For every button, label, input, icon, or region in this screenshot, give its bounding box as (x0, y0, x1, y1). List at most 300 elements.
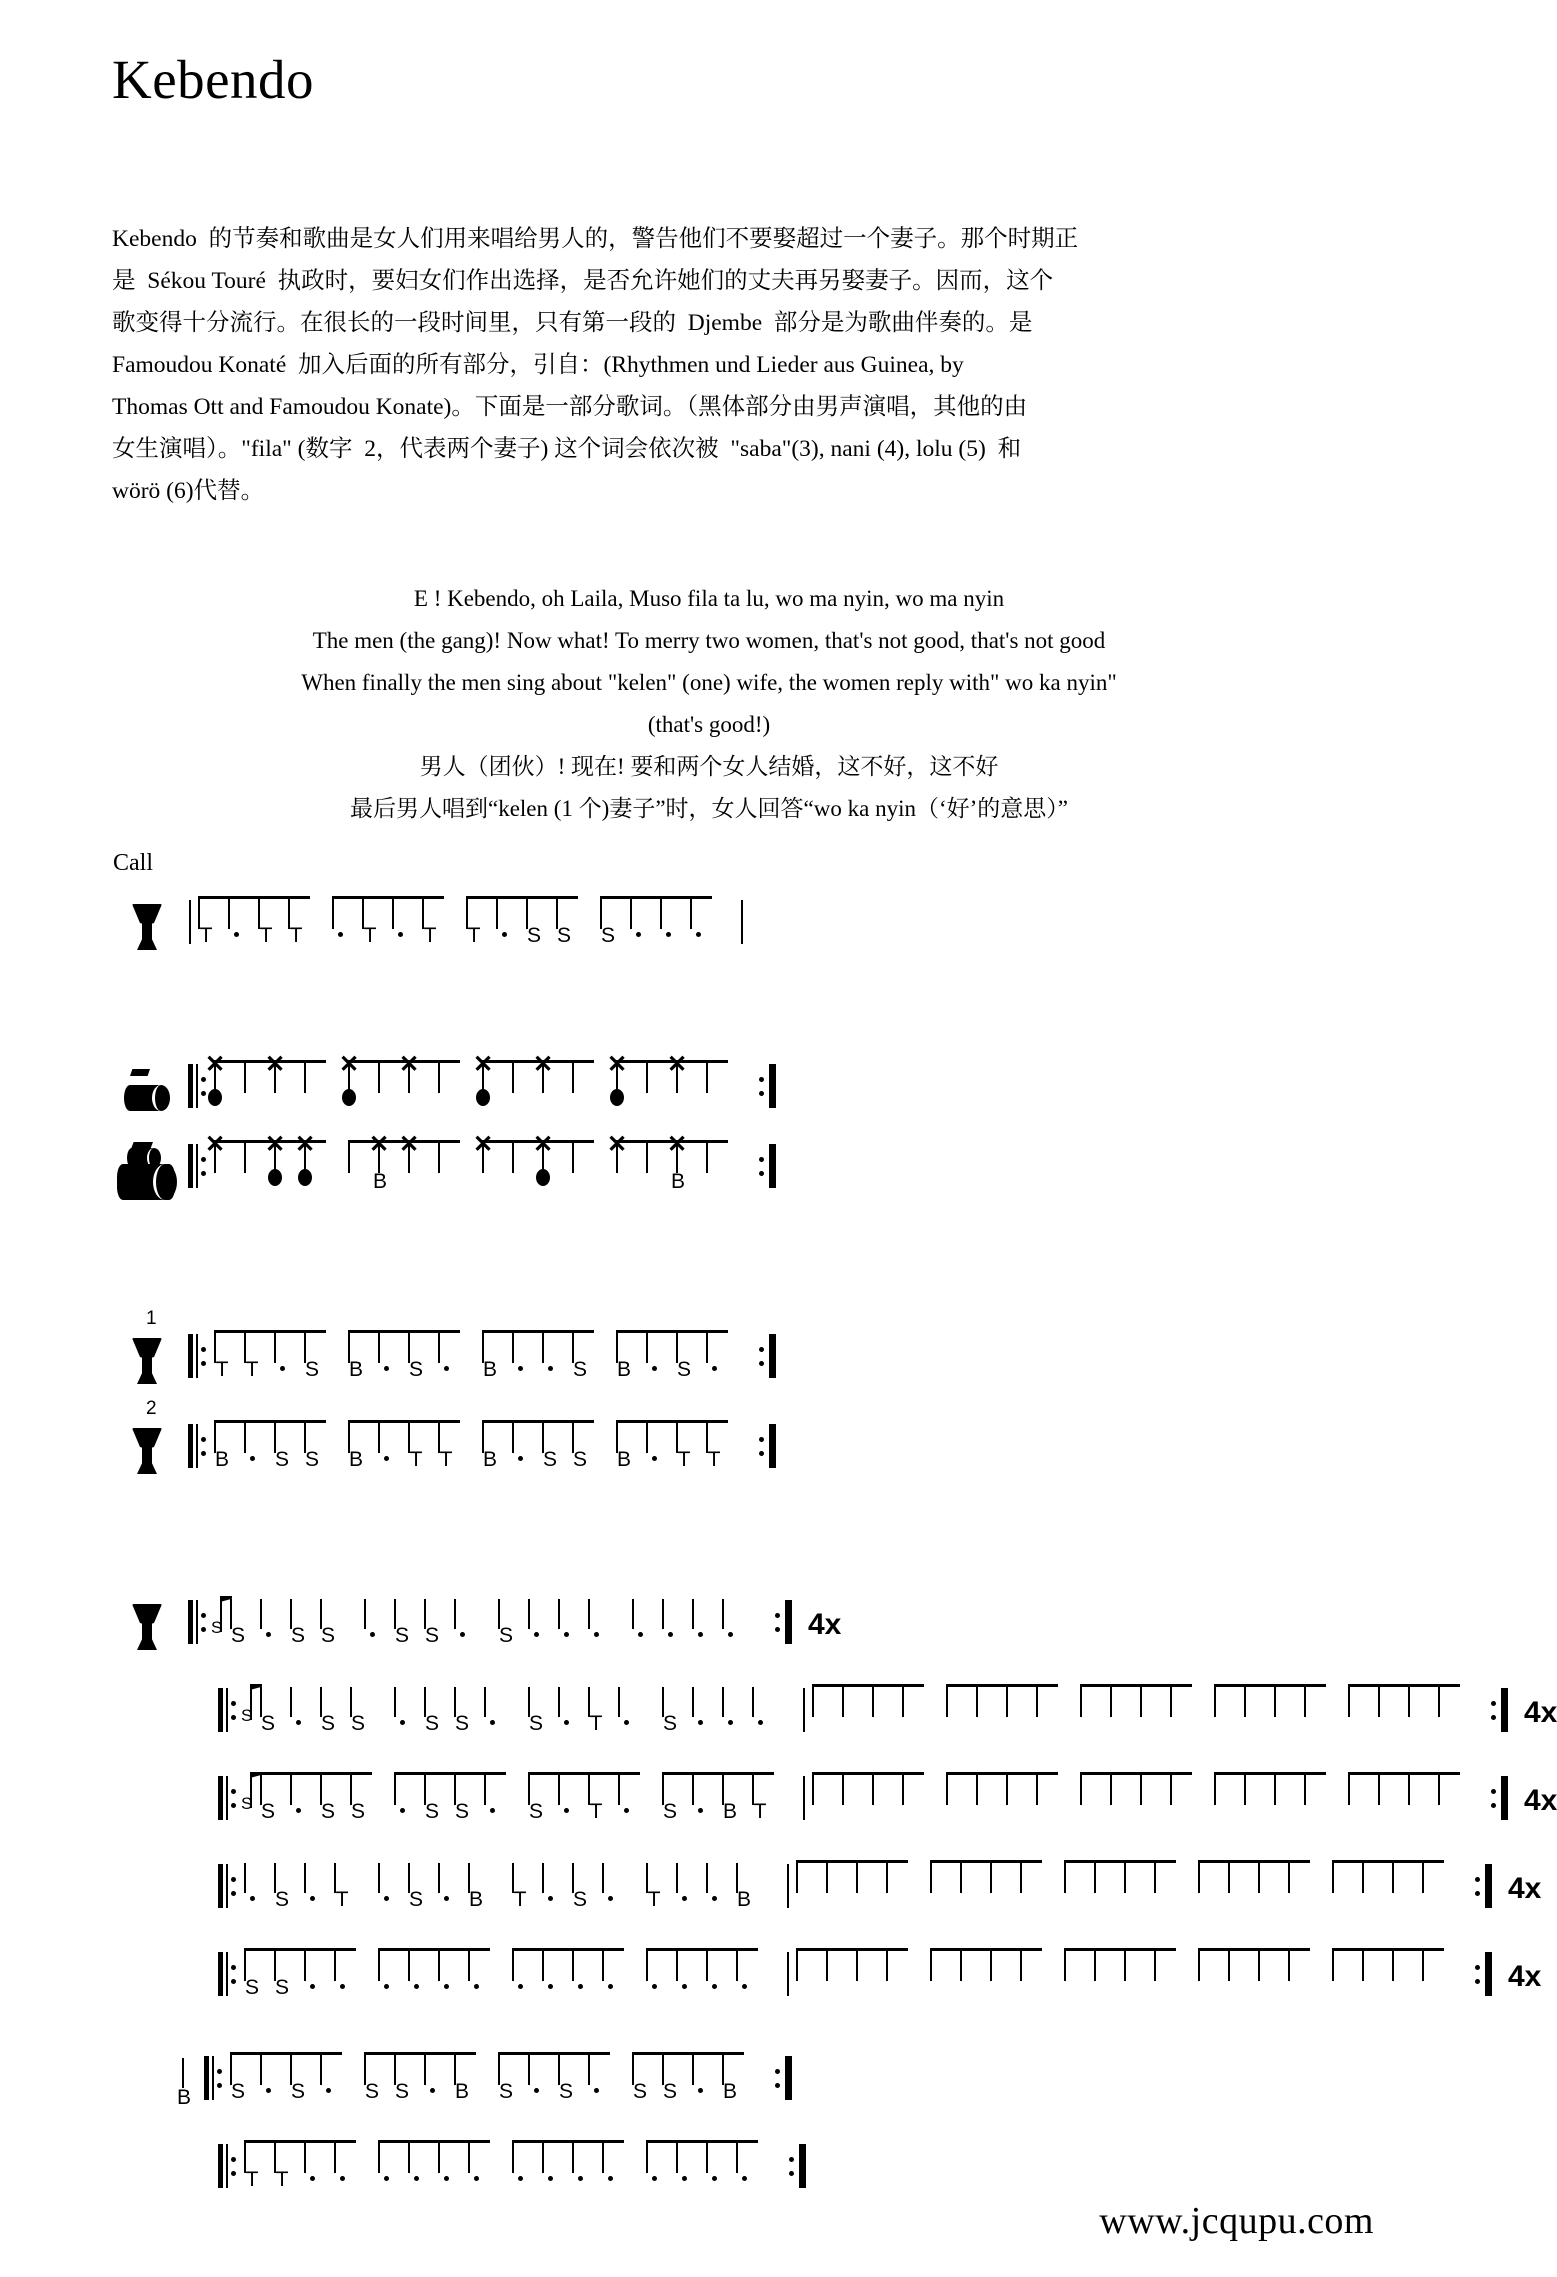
rest-dot (267, 1361, 297, 1379)
note (348, 1333, 378, 1381)
beam-group (205, 1051, 334, 1093)
rest-dot (221, 927, 251, 945)
stroke-symbol: S (304, 1448, 319, 1471)
stroke-symbol: S (230, 2080, 245, 2103)
beam-group (364, 2052, 484, 2103)
rest-dot (387, 1803, 417, 1821)
sangban-icon (112, 1140, 182, 1202)
note (542, 1423, 572, 1471)
intro-line: Famoudou Konaté 加入后面的所有部分，引自：(Rhythmen und Lieder aus Guinea, by (112, 352, 964, 378)
note (1348, 1775, 1378, 1805)
stroke-symbol: S (408, 1358, 423, 1381)
lyrics-line: E ! Kebendo, oh Laila, Muso fila ta lu, wo ma nyin, wo ma nyin (413, 586, 1005, 611)
stroke-symbol: B (454, 2080, 469, 2103)
pickup-label: S (241, 1706, 253, 1725)
note (1392, 1863, 1422, 1893)
note (1408, 1775, 1438, 1805)
stroke-symbol: S (424, 1800, 439, 1823)
note (618, 1775, 648, 1805)
note (526, 899, 556, 947)
rest-dot (611, 1715, 641, 1733)
beam-group (482, 1330, 602, 1381)
note (244, 1863, 274, 1893)
rest-dot (551, 1803, 581, 1821)
stroke-symbol: T (439, 1448, 453, 1471)
note (378, 1333, 408, 1363)
note (976, 1687, 1006, 1717)
note (362, 899, 392, 947)
rest-dot (685, 2083, 715, 2101)
note (646, 2143, 676, 2173)
note (1274, 1775, 1304, 1805)
beam-group (205, 1131, 334, 1173)
staff-row-kenkeni (112, 1051, 780, 1122)
note (632, 1599, 662, 1629)
note (1140, 1687, 1170, 1717)
rest-dot (253, 1627, 283, 1645)
note (498, 1599, 528, 1647)
note (394, 1775, 424, 1805)
note (260, 2055, 290, 2085)
note (364, 2055, 394, 2103)
note (424, 1687, 454, 1735)
stroke-symbol: T (363, 924, 377, 947)
beam-group (198, 896, 318, 947)
note (1422, 1863, 1452, 1893)
staff-kenkeni (205, 1051, 750, 1122)
note (632, 2055, 662, 2103)
stroke-symbol: S (408, 1888, 423, 1911)
rest-dot (237, 1891, 267, 1909)
note (1304, 1687, 1334, 1717)
rest-dot (401, 1979, 431, 1997)
note (498, 2055, 528, 2103)
djembe-icon (112, 1596, 182, 1658)
staff-long4 (244, 1948, 780, 2010)
stroke-symbol: S (498, 2080, 513, 2103)
x-notehead: ✕ (473, 1131, 494, 1158)
note (990, 1863, 1020, 1893)
note (572, 1063, 602, 1093)
beam-group (1214, 1772, 1334, 1805)
stroke-symbol: S (528, 1712, 543, 1735)
note (572, 1143, 602, 1173)
note (454, 1599, 484, 1629)
note (1214, 1775, 1244, 1805)
repeat-count: 4x (808, 1608, 842, 1641)
staff-solo-short (230, 1596, 766, 1658)
stroke-symbol: S (454, 1712, 469, 1735)
beam-group (498, 1596, 618, 1647)
rest-dot (535, 1361, 565, 1379)
note (976, 1775, 1006, 1805)
note (1020, 1951, 1050, 1981)
stroke-symbol: B (722, 2080, 737, 2103)
repeat-start-barline (188, 1334, 208, 1382)
note (690, 899, 720, 929)
note (265, 1051, 304, 1093)
x-notehead: ✕ (265, 1051, 286, 1078)
note (274, 1333, 304, 1363)
beam-group (528, 1684, 648, 1735)
staff-row-long1 (212, 1684, 1557, 1746)
note (394, 1687, 424, 1717)
beam-group (230, 1596, 350, 1647)
note (558, 1687, 588, 1717)
stroke-symbol: S (260, 1800, 275, 1823)
rest-dot (729, 2171, 759, 2189)
x-notehead: ✕ (533, 1051, 554, 1078)
repeat-start-barline (218, 1864, 238, 1912)
lead-in-label: B (176, 2086, 191, 2109)
note (1020, 1863, 1050, 1893)
rest-dot (431, 1891, 461, 1909)
note (1244, 1687, 1274, 1717)
note (1422, 1951, 1452, 1981)
page-title: Kebendo (112, 49, 315, 110)
beam-group (946, 1684, 1066, 1717)
stroke-symbol: T (707, 1448, 721, 1471)
staff-sangban (205, 1131, 750, 1202)
rest-dot (611, 1803, 641, 1821)
staff-long1-tail (812, 1684, 1482, 1746)
x-notehead: ✕ (667, 1051, 688, 1078)
note (304, 2143, 334, 2173)
rest-dot (431, 2171, 461, 2189)
rest-dot (699, 1361, 729, 1379)
note (378, 1423, 408, 1453)
rest-dot (237, 1451, 267, 1469)
stroke-symbol: B (468, 1888, 483, 1911)
note (692, 1599, 722, 1629)
note (616, 1333, 646, 1381)
note (960, 1863, 990, 1893)
note (1288, 1863, 1318, 1893)
rest-dot (535, 1891, 565, 1909)
beam-group (332, 896, 452, 947)
note (1258, 1863, 1288, 1893)
repeat-count: 4x (1524, 1784, 1557, 1817)
rest-dot (447, 1627, 477, 1645)
staff-final1 (230, 2052, 766, 2114)
note (842, 1775, 872, 1805)
beam-group (607, 1051, 736, 1093)
beam-group (1064, 1948, 1184, 1981)
repeat-count: 4x (1508, 1960, 1542, 1993)
rest-dot (699, 1979, 729, 1997)
rest-dot (283, 1715, 313, 1733)
rest-dot (669, 2171, 699, 2189)
note (607, 1051, 646, 1093)
beam-group (378, 1948, 498, 1981)
note (1198, 1863, 1228, 1893)
x-notehead: ✕ (399, 1131, 420, 1158)
stroke-symbol: T (753, 1800, 767, 1823)
rest-dot (461, 2171, 491, 2189)
note (572, 1863, 602, 1911)
note (542, 1951, 572, 1981)
rest-dot (461, 1979, 491, 1997)
note (646, 1423, 676, 1453)
rest-dot (551, 1627, 581, 1645)
repeat-start-barline (218, 1952, 238, 2000)
staff-djembe2 (214, 1420, 750, 1482)
stroke-symbol: S (290, 2080, 305, 2103)
stroke-symbol: B (348, 1358, 363, 1381)
staff-long2 (260, 1772, 796, 1834)
note (646, 1863, 676, 1911)
note (290, 1775, 320, 1805)
stroke-symbol: S (350, 1712, 365, 1735)
note (752, 1775, 782, 1823)
note (320, 1775, 350, 1823)
staff-long1 (260, 1684, 796, 1746)
oval-notehead (476, 1089, 490, 1106)
note (646, 1333, 676, 1363)
repeat-end-barline (786, 2144, 806, 2192)
staff-call (198, 896, 734, 958)
rest-dot (387, 1715, 417, 1733)
repeat-end-barline (1472, 1864, 1492, 1912)
beam-group (364, 1596, 484, 1647)
repeat-start-barline (218, 1776, 238, 1824)
note (542, 2143, 572, 2173)
note (528, 1599, 558, 1629)
rest-dot (685, 1715, 715, 1733)
note (295, 1131, 334, 1173)
intro-line: wörö (6)代替。 (112, 478, 265, 504)
stroke-symbol: T (199, 924, 213, 947)
stroke-symbol: T (423, 924, 437, 947)
x-notehead: ✕ (667, 1131, 688, 1158)
beam-group (632, 2052, 752, 2103)
note (408, 1333, 438, 1381)
beam-group (244, 2140, 364, 2191)
note (378, 2143, 408, 2173)
rest-dot (505, 1361, 535, 1379)
note (473, 1131, 512, 1173)
beam-group (512, 1860, 632, 1911)
beam-group (482, 1420, 602, 1471)
x-notehead: ✕ (473, 1051, 494, 1078)
note (872, 1775, 902, 1805)
intro-line: 女生演唱）。"fila" (数字 2，代表两个妻子) 这个词会依次被 "saba"(3), nani (4), lolu (5) 和 (112, 436, 1022, 462)
note (274, 2143, 304, 2191)
stroke-symbol: T (589, 1712, 603, 1735)
note (399, 1051, 438, 1093)
lyrics-line: 男人（团伙）! 现在! 要和两个女人结婚，这不好，这不好 (419, 754, 999, 779)
stroke-symbol: T (409, 1448, 423, 1471)
barline (741, 900, 743, 944)
note (1378, 1687, 1408, 1717)
note (1348, 1687, 1378, 1717)
intro-paragraph (112, 218, 1312, 512)
note (274, 1951, 304, 1999)
x-notehead: ✕ (369, 1131, 390, 1158)
note (244, 2143, 274, 2191)
rest-dot (489, 927, 519, 945)
note (260, 1599, 290, 1629)
stroke-symbol: S (394, 1624, 409, 1647)
beam-group (1064, 1860, 1184, 1893)
beam-group (394, 1772, 514, 1823)
oval-notehead (298, 1169, 312, 1186)
note (1332, 1863, 1362, 1893)
note (260, 1775, 290, 1823)
beam-group (260, 1684, 380, 1735)
stroke-symbol: B (214, 1448, 229, 1471)
beam-group (214, 1420, 334, 1471)
stroke-symbol: S (274, 1976, 289, 1999)
note (930, 1863, 960, 1893)
beam-group (394, 1684, 514, 1735)
stroke-symbol: T (467, 924, 481, 947)
note (542, 1863, 572, 1893)
note (438, 1863, 468, 1893)
beam-group (616, 1420, 736, 1471)
note (572, 1951, 602, 1981)
beam-group (1332, 1948, 1452, 1981)
note (692, 2055, 722, 2085)
note (533, 1131, 572, 1173)
rest-dot (371, 1979, 401, 1997)
stroke-symbol: S (230, 1624, 245, 1647)
beam-group (348, 1330, 468, 1381)
repeat-end-barline (1488, 1688, 1508, 1736)
rest-dot (417, 2083, 447, 2101)
staff-long3-tail (796, 1860, 1466, 1922)
beam-group (632, 1596, 752, 1629)
note (1170, 1775, 1200, 1805)
note (1064, 1951, 1094, 1981)
note (558, 1775, 588, 1805)
note (512, 2143, 542, 2173)
note (1036, 1775, 1066, 1805)
stroke-symbol: B (616, 1448, 631, 1471)
stroke-symbol: B (482, 1448, 497, 1471)
note (1124, 1951, 1154, 1981)
note (990, 1951, 1020, 1981)
staff-row-long4 (212, 1948, 1541, 2010)
repeat-start-barline (188, 1600, 208, 1648)
note (602, 2143, 632, 2173)
note (902, 1775, 932, 1805)
stroke-symbol: S (676, 1358, 691, 1381)
staff-long3 (244, 1860, 780, 1922)
note (304, 1333, 334, 1381)
repeat-start-barline (204, 2056, 224, 2104)
note (600, 899, 630, 947)
rest-dot (715, 1627, 745, 1645)
note (320, 2055, 350, 2085)
stroke-symbol: T (677, 1448, 691, 1471)
rest-dot (431, 1361, 461, 1379)
rest-dot (313, 2083, 343, 2101)
stroke-symbol: B (722, 1800, 737, 1823)
stroke-symbol: S (244, 1976, 259, 1999)
note (290, 1599, 320, 1647)
note (1228, 1951, 1258, 1981)
note (454, 1687, 484, 1735)
x-notehead: ✕ (607, 1051, 628, 1078)
note (394, 2055, 424, 2103)
note (438, 1063, 468, 1093)
note (350, 1775, 380, 1823)
stroke-symbol: T (245, 1358, 259, 1381)
stroke-symbol: S (320, 1800, 335, 1823)
beam-group (796, 1948, 916, 1981)
rest-dot (639, 1979, 669, 1997)
note (364, 1599, 394, 1629)
note (1036, 1687, 1066, 1717)
note (378, 1863, 408, 1893)
staff-row-long2 (212, 1772, 1557, 1834)
intro-line: Thomas Ott and Famoudou Konate)。下面是一部分歌词。（黑体部分由男声演唱，其他的由 (112, 394, 1028, 420)
beam-group (214, 1330, 334, 1381)
stroke-symbol: S (558, 2080, 573, 2103)
note (706, 1333, 736, 1363)
note (304, 1863, 334, 1893)
rest-dot (327, 1979, 357, 1997)
staff-row-djembe2 (112, 1398, 780, 1482)
stroke-symbol: S (572, 1888, 587, 1911)
repeat-end-barline (756, 1064, 776, 1112)
beam-group (930, 1948, 1050, 1981)
note (946, 1687, 976, 1717)
note (422, 899, 452, 947)
rest-dot (521, 2083, 551, 2101)
kenkeni-icon (112, 1060, 182, 1122)
stroke-symbol: B (348, 1448, 363, 1471)
stroke-symbol: S (556, 924, 571, 947)
stroke-symbol: B (616, 1358, 631, 1381)
repeat-start-barline (188, 1424, 208, 1472)
note (424, 2055, 454, 2085)
beam-group (244, 1948, 364, 1999)
note (512, 1863, 542, 1911)
note (399, 1131, 438, 1173)
x-notehead: ✕ (265, 1131, 286, 1158)
beam-group (512, 2140, 632, 2173)
beam-group (607, 1131, 736, 1193)
note (205, 1051, 244, 1093)
note (618, 1687, 648, 1717)
note (1124, 1863, 1154, 1893)
beam-group (662, 1684, 782, 1735)
note (676, 2143, 706, 2173)
note (394, 1599, 424, 1647)
stroke-symbol: S (364, 2080, 379, 2103)
rest-dot (699, 1891, 729, 1909)
note (214, 1333, 244, 1381)
rest-dot (371, 2171, 401, 2189)
intro-line: Kebendo 的节奏和歌曲是女人们用来唱给男人的，警告他们不要娶超过一个妻子。那个时期正 (112, 226, 1079, 252)
lyrics-line: When finally the men sing about "kelen" (one) wife, the women reply with" wo ka nyin" (301, 670, 1117, 695)
stroke-symbol: S (528, 1800, 543, 1823)
note (1080, 1775, 1110, 1805)
note (512, 1423, 542, 1453)
note (722, 1599, 752, 1629)
note (1214, 1687, 1244, 1717)
note (468, 2143, 498, 2173)
rest-dot (715, 1715, 745, 1733)
stroke-symbol: B (736, 1888, 751, 1911)
repeat-end-barline (772, 1600, 792, 1648)
rest-dot (385, 927, 415, 945)
note (1006, 1687, 1036, 1717)
note (588, 1599, 618, 1629)
rest-dot (477, 1715, 507, 1733)
